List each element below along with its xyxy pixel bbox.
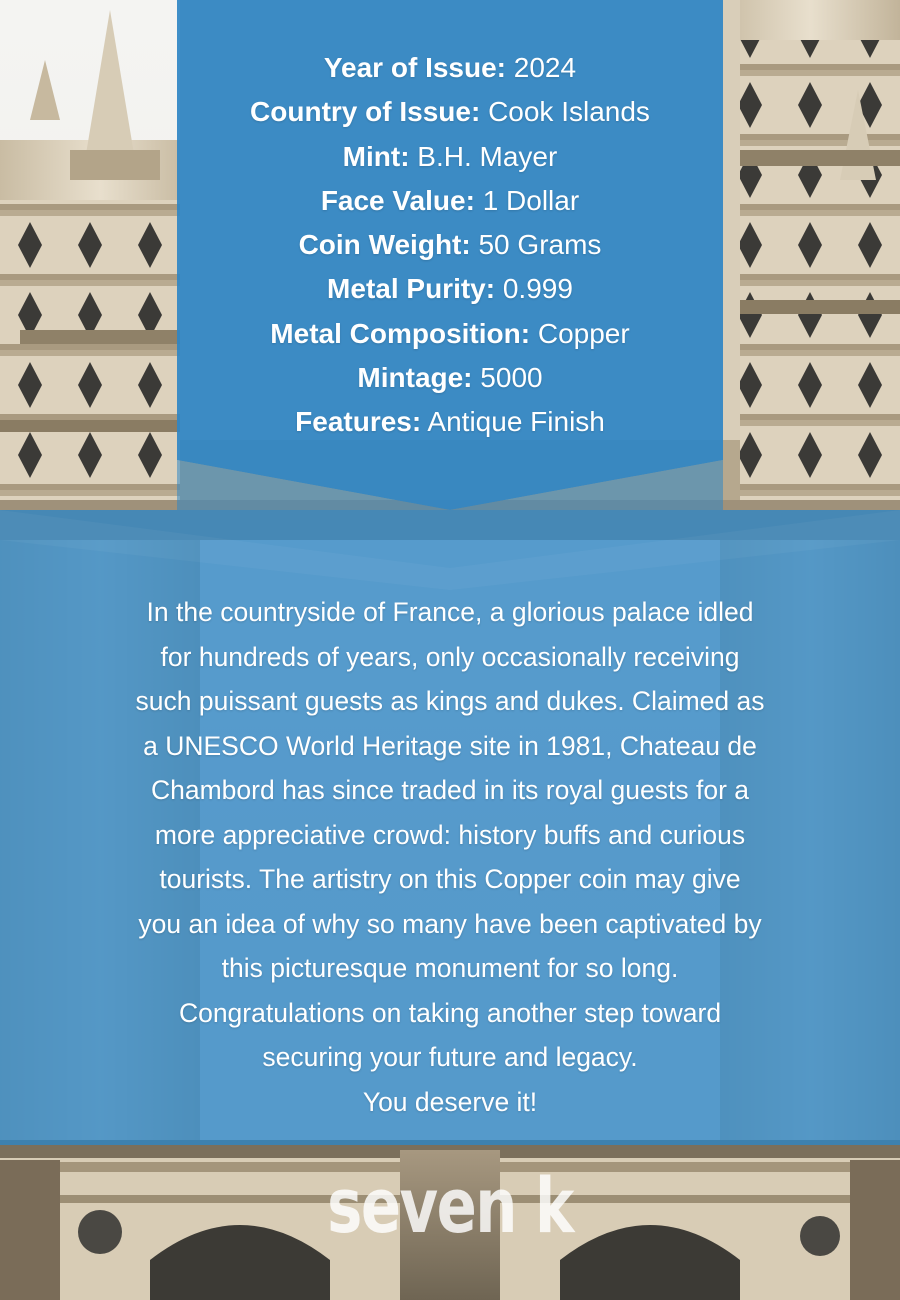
story-line: Congratulations on taking another step toward	[178, 997, 722, 1028]
story-line: a UNESCO World Heritage site in 1981, Chateau de	[143, 730, 757, 761]
coin-description	[20, 590, 880, 1124]
spec-year-of-issue: Year of Issue: 2024	[323, 52, 577, 83]
spec-mintage: Mintage: 5000	[357, 362, 543, 394]
spec-metal-purity: Metal Purity: 0.999	[327, 273, 573, 305]
story-line: securing your future and legacy.	[262, 1042, 638, 1072]
story-line: tourists. The artistry on this Copper coin may give	[159, 864, 741, 894]
story-line: you an idea of why so many have been captivated by	[138, 908, 762, 939]
brand-logo: seven k	[327, 1161, 573, 1250]
spec-coin-weight: Coin Weight: 50 Grams	[298, 229, 602, 261]
story-line: for hundreds of years, only occasionally receiving	[160, 641, 740, 672]
story-line: such puissant guests as kings and dukes. Claimed as	[135, 686, 765, 716]
story-line: this picturesque monument for so long.	[221, 953, 679, 983]
spec-country-of-issue: Country of Issue: Cook Islands	[250, 96, 650, 128]
story-line: You deserve it!	[362, 1086, 538, 1117]
spec-mint: Mint: B.H. Mayer	[342, 140, 558, 172]
coin-specs-list	[177, 0, 723, 500]
spec-metal-composition: Metal Composition: Copper	[270, 317, 630, 349]
story-line: In the countryside of France, a glorious palace idled	[146, 597, 754, 627]
story-line: Chambord has since traded in its royal guests for a	[150, 775, 750, 805]
spec-features: Features: Antique Finish	[295, 406, 605, 438]
spec-face-value: Face Value: 1 Dollar	[320, 184, 580, 216]
story-line: more appreciative crowd: history buffs and curious	[154, 819, 746, 850]
